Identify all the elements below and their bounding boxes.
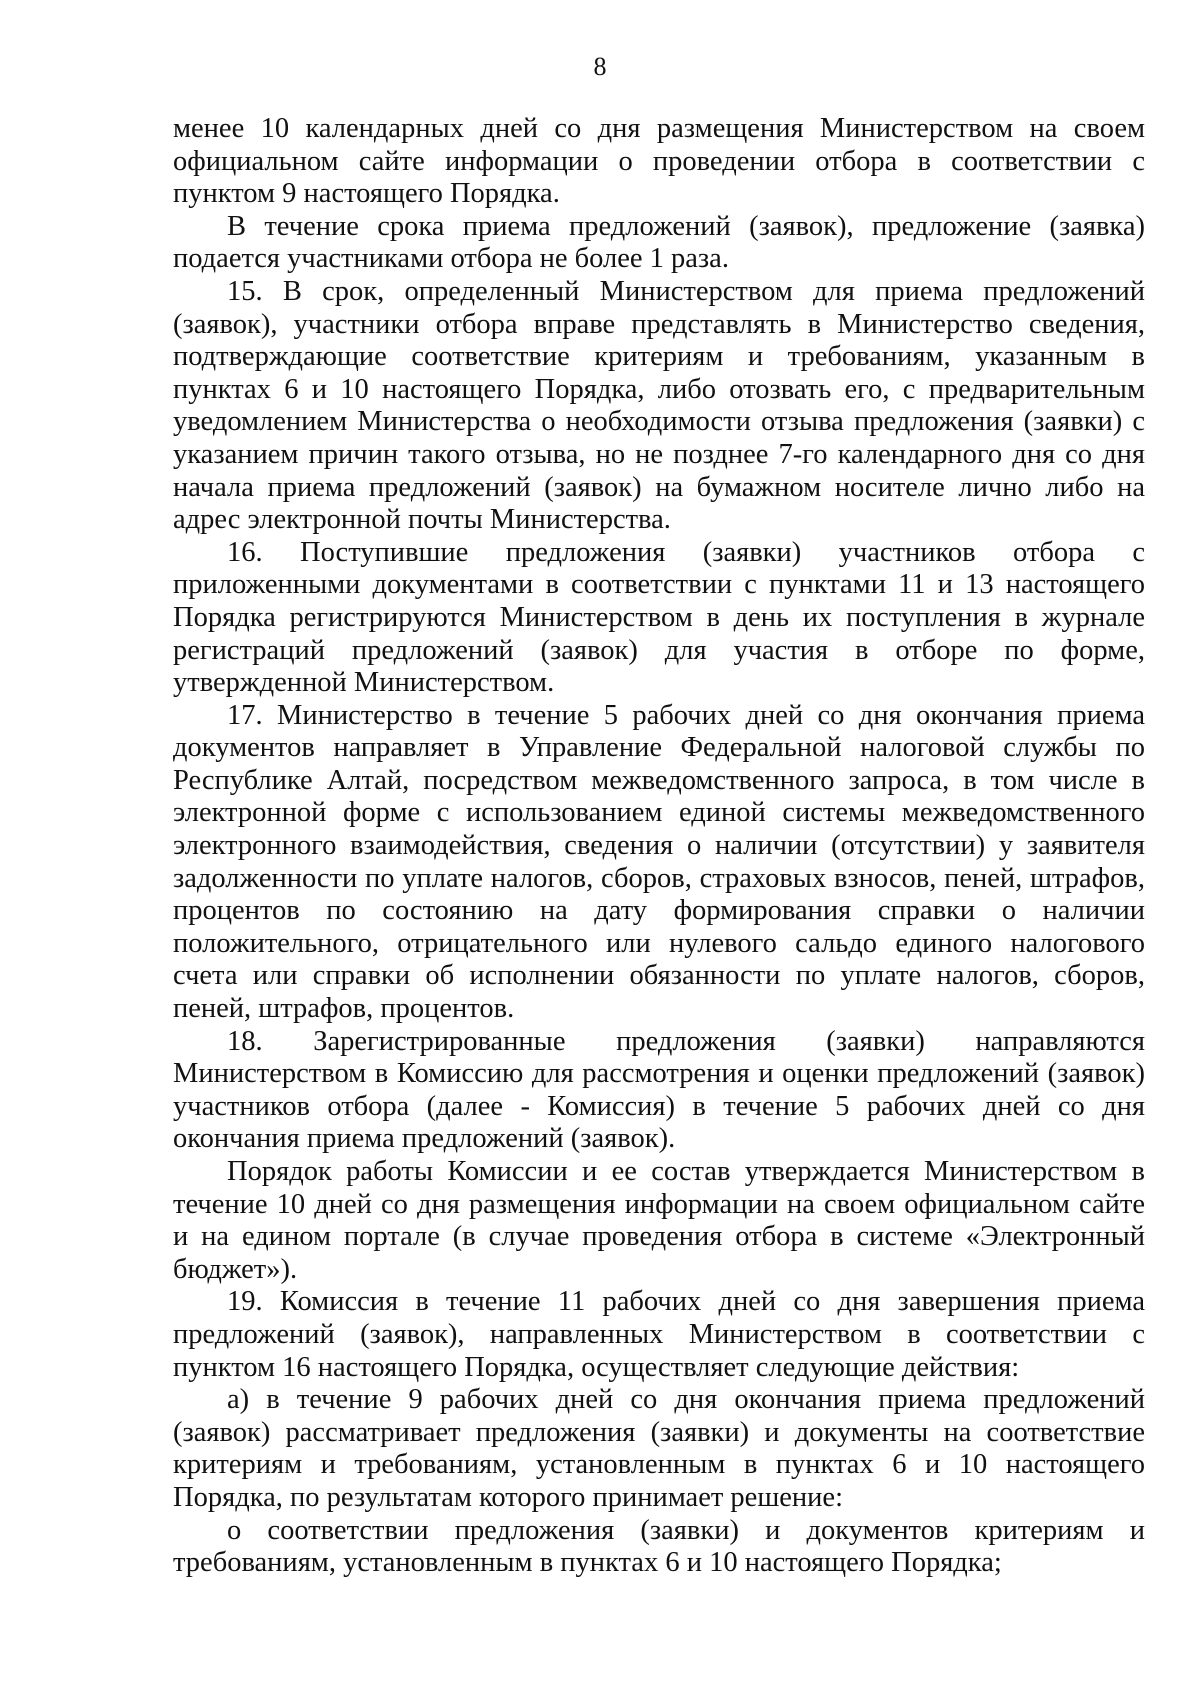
document-body bbox=[173, 113, 1145, 1580]
paragraph-commission-procedure: Порядок работы Комиссии и ее состав утверждается Министерством в течение 10 дней со дня размещения информации на своем официальном сайте и на едином портале (в случае проведения отбора в системе «Электронный бюджет»). bbox=[173, 1156, 1145, 1285]
paragraph-15: 15. В срок, определенный Министерством для приема предложений (заявок), участники отбора вправе представлять в Министерство сведения, подтверждающие соответствие критериям и требованиям, указанным в пунктах 6 и 10 настоящего Порядка, либо отозвать его, с предварительным уведомлением Министерства о необходимости отзыва предложения (заявки) с указанием причин такого отзыва, но не позднее 7-го календарного дня со дня начала приема предложений (заявок) на бумажном носителе лично либо на адрес электронной почты Министерства. bbox=[173, 275, 1145, 536]
paragraph-17: 17. Министерство в течение 5 рабочих дней со дня окончания приема документов направляет в Управление Федеральной налоговой службы по Республике Алтай, посредством межведомственного запроса, в том числе в электронной форме с использованием единой системы межведомственного электронного взаимодействия, сведения о наличии (отсутствии) у заявителя задолженности по уплате налогов, сборов, страховых взносов, пеней, штрафов, процентов по состоянию на дату формирования справки о наличии положительного, отрицательного или нулевого сальдо единого налогового счета или справки об исполнении обязанности по уплате налогов, сборов, пеней, штрафов, процентов. bbox=[173, 699, 1145, 1025]
paragraph-compliance-decision: о соответствии предложения (заявки) и документов критериям и требованиям, установленным в пунктах 6 и 10 настоящего Порядка; bbox=[173, 1514, 1145, 1579]
paragraph-16: 16. Поступившие предложения (заявки) участников отбора с приложенными документами в соответствии с пунктами 11 и 13 настоящего Порядка регистрируются Министерством в день их поступления в журнале регистраций предложений (заявок) для участия в отборе по форме, утвержденной Министерством. bbox=[173, 536, 1145, 699]
page-number: 8 bbox=[593, 52, 607, 81]
paragraph-18: 18. Зарегистрированные предложения (заявки) направляются Министерством в Комиссию для рассмотрения и оценки предложений (заявок) участников отбора (далее - Комиссия) в течение 5 рабочих дней со дня окончания приема предложений (заявок). bbox=[173, 1025, 1145, 1155]
paragraph-19: 19. Комиссия в течение 11 рабочих дней со дня завершения приема предложений (заявок), направленных Министерством в соответствии с пунктом 16 настоящего Порядка, осуществляет следующие действия: bbox=[173, 1286, 1145, 1383]
paragraph-continuation: менее 10 календарных дней со дня размещения Министерством на своем официальном сайте информации о проведении отбора в соответствии с пунктом 9 настоящего Порядка. bbox=[173, 113, 1145, 210]
paragraph-19a: а) в течение 9 рабочих дней со дня окончания приема предложений (заявок) рассматривает предложения (заявки) и документы на соответствие критериям и требованиям, установленным в пунктах 6 и 10 настоящего Порядка, по результатам которого принимает решение: bbox=[173, 1384, 1145, 1513]
paragraph-submission-limit: В течение срока приема предложений (заявок), предложение (заявка) подается участниками отбора не более 1 раза. bbox=[173, 210, 1145, 275]
